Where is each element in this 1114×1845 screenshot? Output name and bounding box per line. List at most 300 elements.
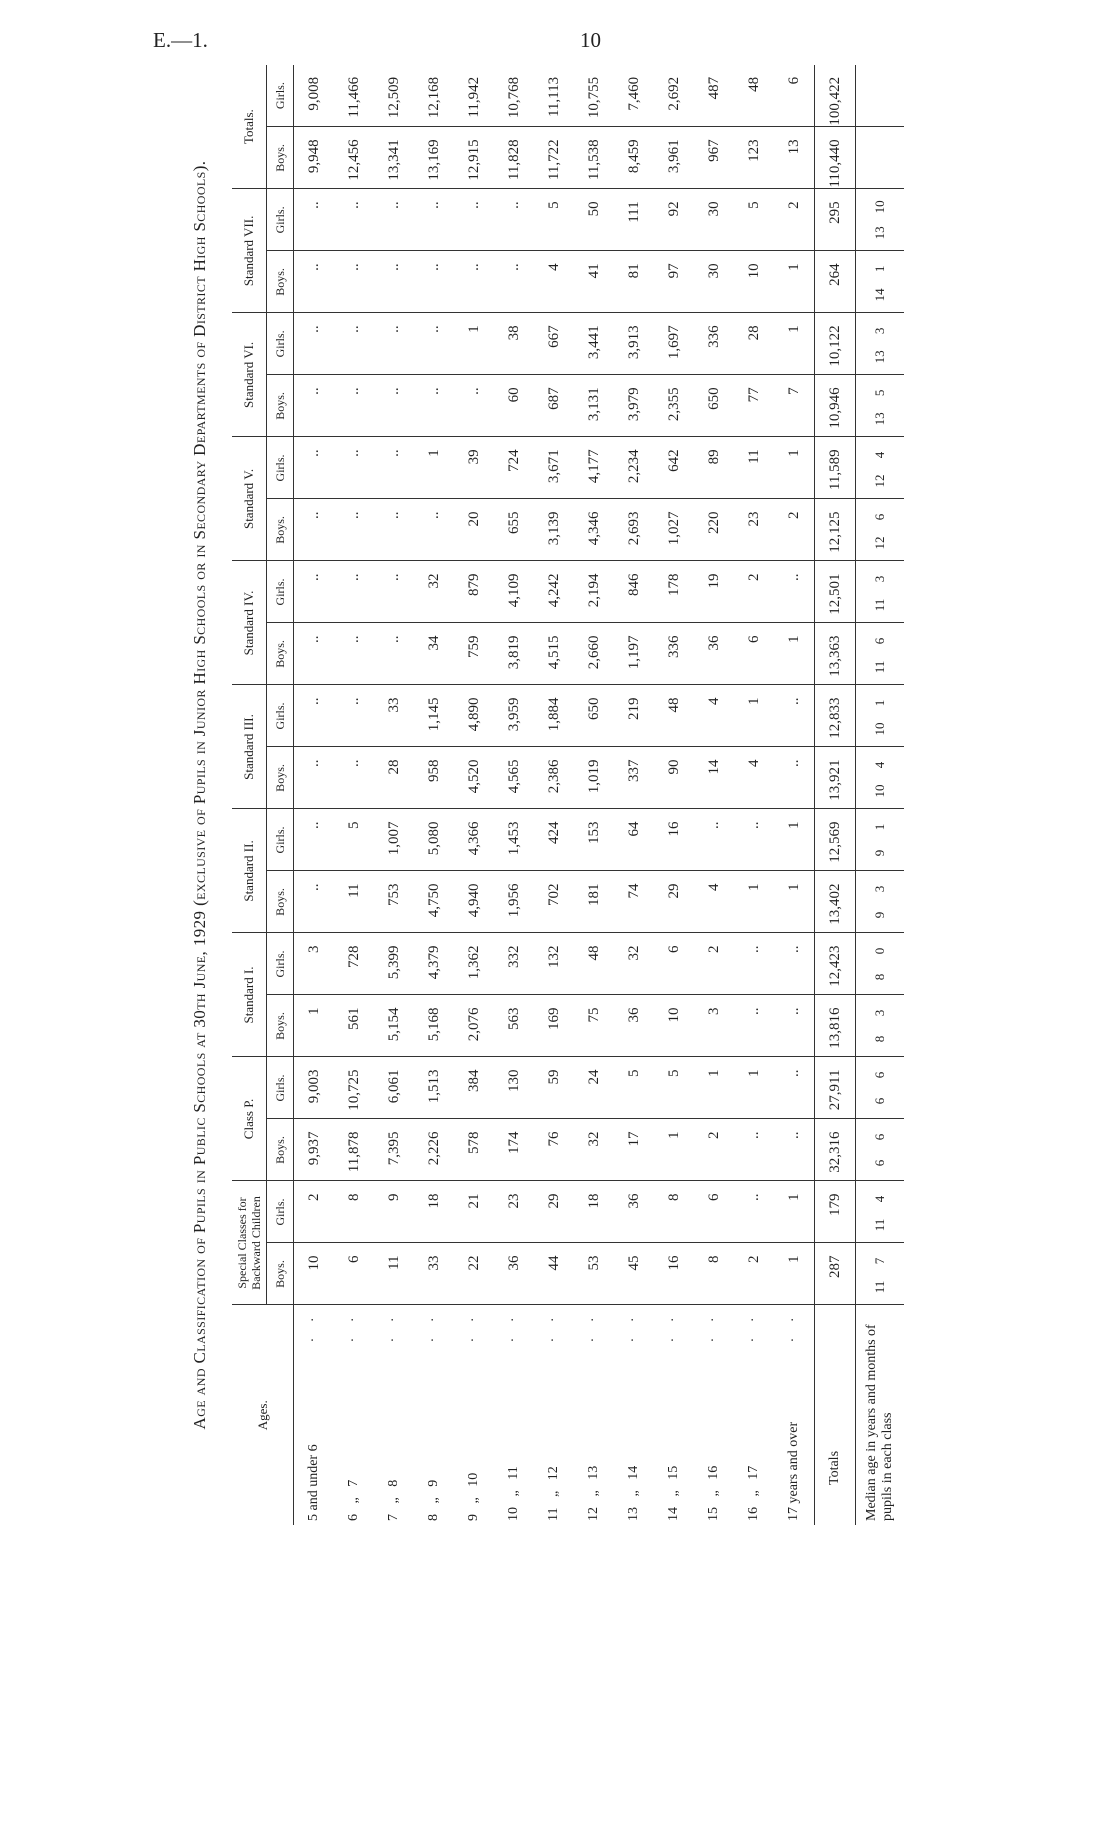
table-cell: .. — [414, 375, 454, 437]
table-cell: .. — [734, 933, 774, 995]
table-cell: 9,008 — [294, 65, 335, 127]
median-years: 13 — [872, 412, 887, 426]
table-cell: 1 — [774, 623, 815, 685]
table-cell: 75 — [574, 995, 614, 1057]
table-cell: .. — [294, 189, 335, 251]
table-cell: 123 — [734, 127, 774, 189]
boys-subheader: Boys. — [267, 623, 294, 685]
document-code: E.—1. — [153, 28, 208, 52]
table-cell: 153 — [574, 809, 614, 871]
table-cell: 967 — [694, 127, 734, 189]
median-years: 11 — [872, 660, 887, 674]
table-cell: 6 — [774, 65, 815, 127]
girls-subheader: Girls. — [267, 1181, 294, 1243]
table-cell: 60 — [494, 375, 534, 437]
table-cell: .. — [334, 561, 374, 623]
table-row — [414, 65, 454, 1525]
table-cell: 7,395 — [374, 1119, 414, 1181]
median-cell — [856, 189, 905, 251]
median-years: 8 — [872, 1035, 887, 1043]
table-cell: 4,346 — [574, 499, 614, 561]
table-cell: .. — [774, 1057, 815, 1119]
median-cell — [856, 1057, 905, 1119]
table-cell: 181 — [574, 871, 614, 933]
table-cell: 655 — [494, 499, 534, 561]
table-cell: .. — [774, 995, 815, 1057]
median-years: 11 — [872, 598, 887, 612]
table-cell: 174 — [494, 1119, 534, 1181]
total-cell: 110,440 — [815, 127, 856, 189]
table-cell: 36 — [494, 1243, 534, 1305]
table-cell: 5,399 — [374, 933, 414, 995]
girls-subheader: Girls. — [267, 685, 294, 747]
table-cell: 5 — [334, 809, 374, 871]
table-cell: .. — [454, 251, 494, 313]
table-cell: 4,940 — [454, 871, 494, 933]
table-cell: 20 — [454, 499, 494, 561]
table-row — [374, 65, 414, 1525]
table-cell: 48 — [654, 685, 694, 747]
median-months: 5 — [872, 389, 887, 397]
table-cell: 2,660 — [574, 623, 614, 685]
table-cell: 8 — [654, 1181, 694, 1243]
table-cell: 563 — [494, 995, 534, 1057]
age-text: 12 „ 13 — [586, 1465, 601, 1521]
table-cell: .. — [414, 189, 454, 251]
totals-row — [815, 65, 856, 1525]
table-cell: 130 — [494, 1057, 534, 1119]
table-cell: 5 — [614, 1057, 654, 1119]
group-header: Standard I. — [232, 933, 267, 1057]
table-row — [694, 65, 734, 1525]
table-cell: 11,942 — [454, 65, 494, 127]
leader-dots: · · — [706, 1311, 721, 1343]
table-cell: 2,355 — [654, 375, 694, 437]
girls-subheader: Girls. — [267, 313, 294, 375]
table-cell: 958 — [414, 747, 454, 809]
age-text: 15 „ 16 — [706, 1465, 721, 1521]
median-cell — [856, 1119, 905, 1181]
boys-subheader: Boys. — [267, 375, 294, 437]
table-cell: 178 — [654, 561, 694, 623]
table-cell: 3 — [694, 995, 734, 1057]
table-cell: 5,080 — [414, 809, 454, 871]
table-cell: 92 — [654, 189, 694, 251]
table-cell: 18 — [574, 1181, 614, 1243]
table-cell: 97 — [654, 251, 694, 313]
table-cell: 5,154 — [374, 995, 414, 1057]
median-months: 10 — [872, 200, 887, 214]
group-header: Totals. — [232, 65, 267, 189]
table-cell: 1 — [734, 1057, 774, 1119]
table-cell: 30 — [694, 189, 734, 251]
table-cell: 2,234 — [614, 437, 654, 499]
table-cell: 17 — [614, 1119, 654, 1181]
table-cell: 424 — [534, 809, 574, 871]
median-years: 14 — [872, 288, 887, 302]
table-cell: 667 — [534, 313, 574, 375]
table-cell: 169 — [534, 995, 574, 1057]
age-label — [614, 1305, 654, 1525]
leader-dots: · · — [306, 1311, 321, 1343]
table-cell: 12,168 — [414, 65, 454, 127]
table-cell: 41 — [574, 251, 614, 313]
median-years: 10 — [872, 722, 887, 736]
table-row — [614, 65, 654, 1525]
median-cell — [856, 747, 905, 809]
table-cell: 4 — [694, 871, 734, 933]
table-cell: .. — [694, 809, 734, 871]
table-cell: 32 — [574, 1119, 614, 1181]
table-cell: .. — [414, 313, 454, 375]
median-cell — [856, 65, 905, 127]
age-label — [654, 1305, 694, 1525]
median-age-row — [856, 65, 905, 1525]
total-cell: 13,816 — [815, 995, 856, 1057]
median-cell — [856, 127, 905, 189]
age-label — [734, 1305, 774, 1525]
table-cell: .. — [294, 685, 335, 747]
table-cell: 2 — [774, 189, 815, 251]
table-cell: 59 — [534, 1057, 574, 1119]
median-cell — [856, 933, 905, 995]
table-title: Age and Classification of Pupils in Public Schools at 30th June, 1929 (exclusive of Pupils in Junior High Schools or in Secondary Departments of District High Schools). — [190, 160, 209, 1430]
median-months: 3 — [872, 327, 887, 335]
table-cell: 36 — [614, 1181, 654, 1243]
girls-subheader: Girls. — [267, 65, 294, 127]
table-cell: 4,379 — [414, 933, 454, 995]
table-cell: 36 — [614, 995, 654, 1057]
age-classification-table — [232, 65, 904, 1525]
table-cell: 76 — [534, 1119, 574, 1181]
median-cell — [856, 499, 905, 561]
median-cell — [856, 995, 905, 1057]
table-cell: .. — [294, 809, 335, 871]
table-cell: 2,194 — [574, 561, 614, 623]
table-cell: 4,109 — [494, 561, 534, 623]
median-years: 13 — [872, 226, 887, 240]
table-cell: .. — [294, 747, 335, 809]
table-cell: 45 — [614, 1243, 654, 1305]
table-cell: .. — [334, 499, 374, 561]
table-cell: .. — [414, 251, 454, 313]
median-years: 12 — [872, 536, 887, 550]
median-months: 4 — [872, 451, 887, 459]
table-cell: 10 — [734, 251, 774, 313]
leader-dots: · · — [786, 1311, 801, 1343]
table-cell: 10 — [294, 1243, 335, 1305]
table-cell: 4,750 — [414, 871, 454, 933]
table-cell: 6 — [694, 1181, 734, 1243]
table-cell: 3,139 — [534, 499, 574, 561]
total-cell: 13,921 — [815, 747, 856, 809]
total-cell: 12,569 — [815, 809, 856, 871]
table-cell: 3,913 — [614, 313, 654, 375]
boys-subheader: Boys. — [267, 127, 294, 189]
table-cell: .. — [374, 313, 414, 375]
group-header: Standard VII. — [232, 189, 267, 313]
leader-dots: · · — [586, 1311, 601, 1343]
table-row — [454, 65, 494, 1525]
median-cell — [856, 1181, 905, 1243]
girls-subheader: Girls. — [267, 561, 294, 623]
table-cell: 1 — [774, 1243, 815, 1305]
table-cell: 1 — [734, 871, 774, 933]
table-cell: 10,725 — [334, 1057, 374, 1119]
table-cell: 728 — [334, 933, 374, 995]
table-cell: 1 — [294, 995, 335, 1057]
total-cell: 10,122 — [815, 313, 856, 375]
table-cell: .. — [374, 437, 414, 499]
table-cell: 2 — [734, 1243, 774, 1305]
table-cell: 487 — [694, 65, 734, 127]
table-cell: .. — [734, 809, 774, 871]
table-cell: .. — [374, 189, 414, 251]
table-cell: .. — [294, 561, 335, 623]
median-years: 12 — [872, 474, 887, 488]
total-cell: 10,946 — [815, 375, 856, 437]
table-cell: .. — [334, 685, 374, 747]
table-cell: 12,509 — [374, 65, 414, 127]
table-cell: .. — [734, 1181, 774, 1243]
table-cell: 2 — [774, 499, 815, 561]
group-header: Standard V. — [232, 437, 267, 561]
table-cell: 10,755 — [574, 65, 614, 127]
leader-dots: · · — [626, 1311, 641, 1343]
table-cell: .. — [334, 437, 374, 499]
age-text: 16 „ 17 — [746, 1465, 761, 1521]
boys-subheader: Boys. — [267, 871, 294, 933]
table-cell: 1 — [654, 1119, 694, 1181]
table-cell: 11,113 — [534, 65, 574, 127]
table-cell: 19 — [694, 561, 734, 623]
table-cell: 11,538 — [574, 127, 614, 189]
table-cell: 4,565 — [494, 747, 534, 809]
table-cell: .. — [334, 375, 374, 437]
girls-subheader: Girls. — [267, 809, 294, 871]
median-years: 13 — [872, 350, 887, 364]
median-cell — [856, 561, 905, 623]
table-cell: 2 — [694, 1119, 734, 1181]
table-cell: 8,459 — [614, 127, 654, 189]
median-months: 7 — [872, 1257, 887, 1265]
boys-subheader: Boys. — [267, 995, 294, 1057]
table-cell: .. — [734, 1119, 774, 1181]
table-cell: .. — [294, 437, 335, 499]
table-cell: 332 — [494, 933, 534, 995]
table-cell: 3,959 — [494, 685, 534, 747]
median-months: 3 — [872, 1009, 887, 1017]
table-cell: 6 — [654, 933, 694, 995]
median-years: 11 — [872, 1280, 887, 1294]
table-cell: 3,961 — [654, 127, 694, 189]
table-cell: 32 — [414, 561, 454, 623]
table-cell: 77 — [734, 375, 774, 437]
table-cell: 1 — [774, 251, 815, 313]
table-cell: 1 — [414, 437, 454, 499]
age-text: 17 years and over — [786, 1421, 801, 1521]
table-cell: 64 — [614, 809, 654, 871]
table-cell: 48 — [574, 933, 614, 995]
table-cell: 1 — [774, 1181, 815, 1243]
table-cell: 3,441 — [574, 313, 614, 375]
table-cell: 2,692 — [654, 65, 694, 127]
table-cell: .. — [294, 375, 335, 437]
table-cell: 753 — [374, 871, 414, 933]
table-cell: 578 — [454, 1119, 494, 1181]
age-text: 7 „ 8 — [386, 1479, 401, 1521]
table-cell: 11,722 — [534, 127, 574, 189]
table-cell: 561 — [334, 995, 374, 1057]
age-text: 11 „ 12 — [546, 1466, 561, 1521]
age-text: 10 „ 11 — [506, 1466, 521, 1521]
table-cell: 10 — [654, 995, 694, 1057]
table-cell: 13,169 — [414, 127, 454, 189]
table-cell: 2,076 — [454, 995, 494, 1057]
total-cell: 11,589 — [815, 437, 856, 499]
table-cell: 90 — [654, 747, 694, 809]
table-cell: 650 — [574, 685, 614, 747]
median-years: 9 — [872, 849, 887, 857]
total-cell: 32,316 — [815, 1119, 856, 1181]
table-cell: 4,520 — [454, 747, 494, 809]
table-cell: 2,693 — [614, 499, 654, 561]
median-cell — [856, 1243, 905, 1305]
table-cell: .. — [734, 995, 774, 1057]
median-months: 1 — [872, 265, 887, 273]
table-cell: 2,386 — [534, 747, 574, 809]
table-cell: 7,460 — [614, 65, 654, 127]
table-row — [334, 65, 374, 1525]
table-cell: .. — [774, 561, 815, 623]
leader-dots: · · — [746, 1311, 761, 1343]
median-months: 3 — [872, 575, 887, 583]
table-cell: 846 — [614, 561, 654, 623]
median-years: 10 — [872, 784, 887, 798]
age-text: 14 „ 15 — [666, 1465, 681, 1521]
total-cell: 13,363 — [815, 623, 856, 685]
table-cell: .. — [334, 313, 374, 375]
table-cell: .. — [294, 623, 335, 685]
total-cell: 100,422 — [815, 65, 856, 127]
table-cell: 28 — [374, 747, 414, 809]
table-cell: 1,453 — [494, 809, 534, 871]
median-years: 11 — [872, 1218, 887, 1232]
table-cell: .. — [774, 747, 815, 809]
table-row — [574, 65, 614, 1525]
table-cell: 14 — [694, 747, 734, 809]
table-cell: .. — [334, 251, 374, 313]
table-cell: 1 — [774, 871, 815, 933]
table-cell: 1,884 — [534, 685, 574, 747]
table-cell: 687 — [534, 375, 574, 437]
median-months: 6 — [872, 513, 887, 521]
table-cell: 9,948 — [294, 127, 335, 189]
total-cell: 13,402 — [815, 871, 856, 933]
table-cell: 4 — [734, 747, 774, 809]
total-cell: 12,501 — [815, 561, 856, 623]
table-cell: 89 — [694, 437, 734, 499]
table-cell: 8 — [334, 1181, 374, 1243]
table-cell: 9 — [374, 1181, 414, 1243]
table-cell: 220 — [694, 499, 734, 561]
table-row — [494, 65, 534, 1525]
rotated-table-container — [190, 65, 970, 1525]
group-header: Special Classes for Backward Children — [232, 1181, 267, 1305]
table-cell: 5 — [734, 189, 774, 251]
table-cell: 9,003 — [294, 1057, 335, 1119]
leader-dots: · · — [666, 1311, 681, 1343]
table-cell: .. — [294, 313, 335, 375]
boys-subheader: Boys. — [267, 747, 294, 809]
page-number: 10 — [580, 28, 601, 52]
table-cell: .. — [294, 251, 335, 313]
median-months: 1 — [872, 699, 887, 707]
median-months: 6 — [872, 1133, 887, 1141]
table-cell: 384 — [454, 1057, 494, 1119]
ages-header: Ages. — [232, 1305, 294, 1525]
table-cell: .. — [494, 251, 534, 313]
table-cell: 12,915 — [454, 127, 494, 189]
table-cell: 6 — [734, 623, 774, 685]
table-cell: 2,226 — [414, 1119, 454, 1181]
age-label — [574, 1305, 614, 1525]
group-header: Standard II. — [232, 809, 267, 933]
table-cell: .. — [374, 251, 414, 313]
table-cell: .. — [454, 375, 494, 437]
girls-subheader: Girls. — [267, 1057, 294, 1119]
table-cell: .. — [774, 685, 815, 747]
table-cell: 1,362 — [454, 933, 494, 995]
table-cell: .. — [334, 623, 374, 685]
table-cell: 337 — [614, 747, 654, 809]
table-cell: 32 — [614, 933, 654, 995]
total-cell: 12,125 — [815, 499, 856, 561]
age-text: 6 „ 7 — [346, 1479, 361, 1521]
table-cell: 642 — [654, 437, 694, 499]
table-cell: 3,979 — [614, 375, 654, 437]
median-cell — [856, 375, 905, 437]
group-header: Standard VI. — [232, 313, 267, 437]
table-cell: 34 — [414, 623, 454, 685]
total-cell: 12,833 — [815, 685, 856, 747]
table-cell: .. — [294, 871, 335, 933]
table-cell: 4,242 — [534, 561, 574, 623]
table-cell: 81 — [614, 251, 654, 313]
table-cell: 9,937 — [294, 1119, 335, 1181]
table-cell: .. — [414, 499, 454, 561]
table-cell: 24 — [574, 1057, 614, 1119]
total-cell: 287 — [815, 1243, 856, 1305]
leader-dots: · · — [506, 1311, 521, 1343]
age-text: 8 „ 9 — [426, 1479, 441, 1521]
leader-dots: · · — [346, 1311, 361, 1343]
age-label — [414, 1305, 454, 1525]
table-cell: 1 — [774, 437, 815, 499]
group-header-row — [232, 65, 267, 1525]
table-cell: .. — [374, 375, 414, 437]
table-row — [734, 65, 774, 1525]
age-label — [534, 1305, 574, 1525]
table-cell: 3,671 — [534, 437, 574, 499]
table-cell: 336 — [694, 313, 734, 375]
table-cell: 3,131 — [574, 375, 614, 437]
table-cell: 1,145 — [414, 685, 454, 747]
table-cell: 74 — [614, 871, 654, 933]
age-text: 9 „ 10 — [466, 1472, 481, 1521]
median-cell — [856, 809, 905, 871]
table-cell: .. — [494, 189, 534, 251]
